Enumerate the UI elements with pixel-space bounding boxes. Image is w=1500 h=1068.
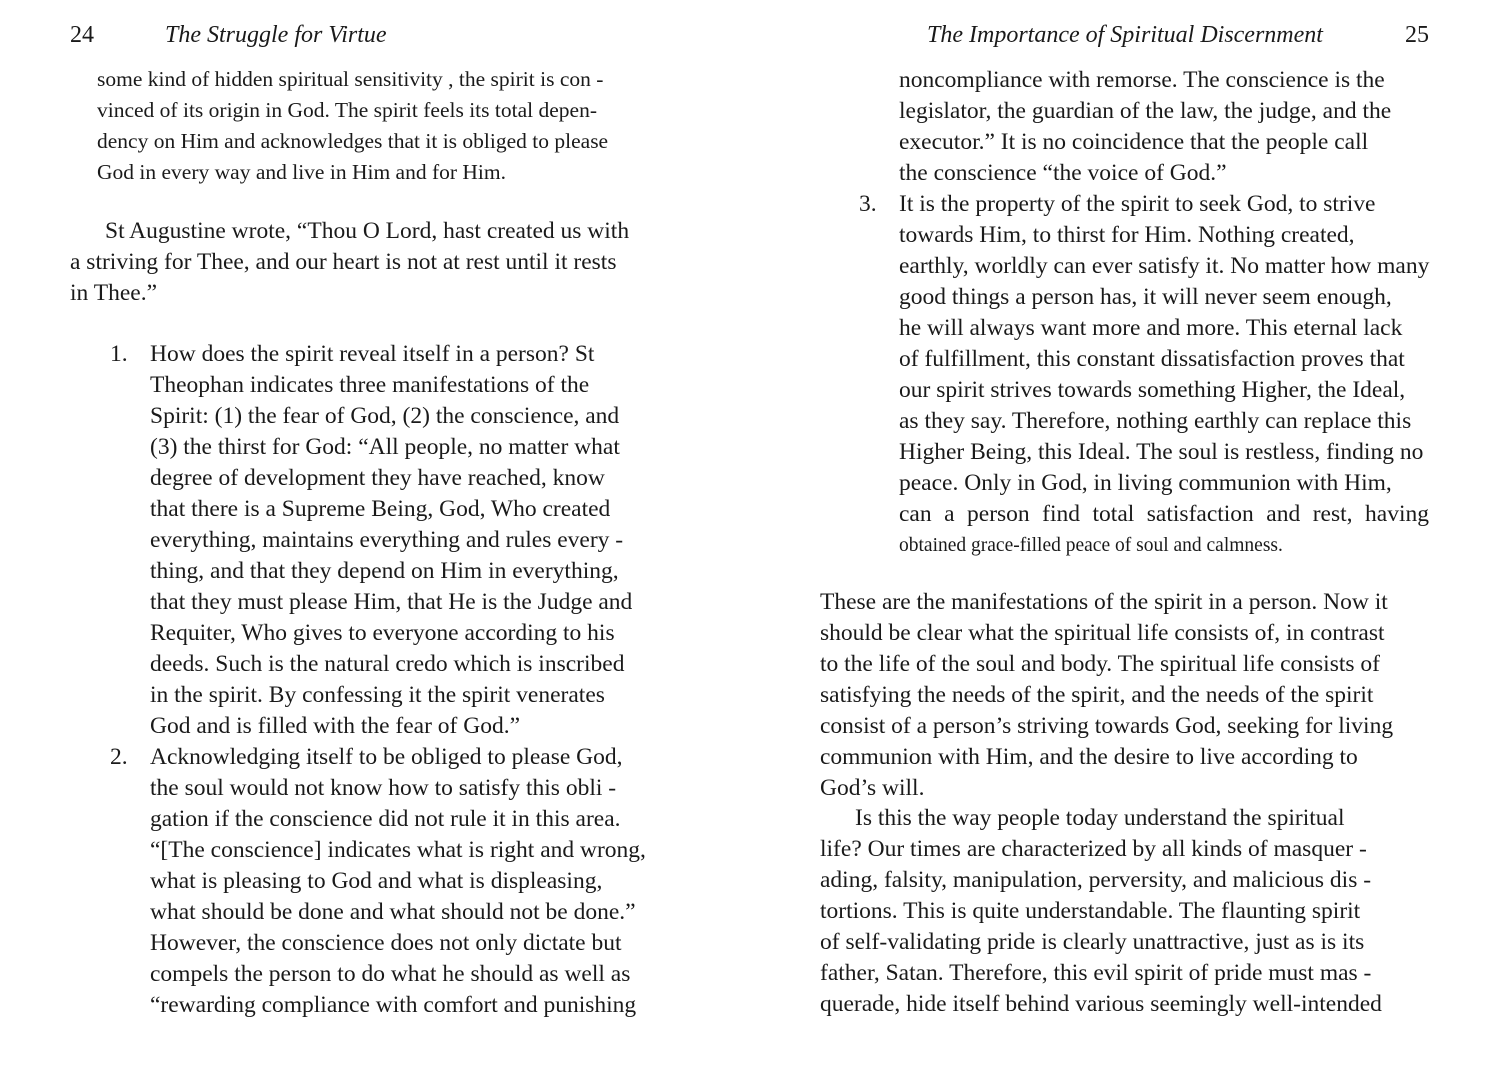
text-line: a striving for Thee, and our heart is not at rest until it rests: [70, 249, 617, 275]
text-line: “[The conscience] indicates what is right and wrong,: [150, 837, 646, 863]
text-line: These are the manifestations of the spirit in a person. Now it: [820, 589, 1388, 615]
text-line: the conscience “the voice of God.”: [899, 160, 1227, 186]
page-number: 24: [70, 22, 94, 48]
text-line: what should be done and what should not be done.”: [150, 899, 636, 925]
text-line: obtained grace-filled peace of soul and calmness.: [899, 535, 1283, 556]
list-marker: 2.: [110, 744, 128, 770]
text-line: what is pleasing to God and what is displeasing,: [150, 868, 603, 894]
running-head: The Importance of Spiritual Discernment: [927, 22, 1323, 48]
text-line: good things a person has, it will never seem enough,: [899, 284, 1392, 310]
text-line: towards Him, to thirst for Him. Nothing created,: [899, 222, 1355, 248]
text-line: to the life of the soul and body. The spiritual life consists of: [820, 651, 1380, 677]
text-line: Higher Being, this Ideal. The soul is restless, finding no: [899, 439, 1424, 465]
text-line: vinced of its origin in God. The spirit feels its total depen-: [97, 98, 597, 122]
text-line: (3) the thirst for God: “All people, no matter what: [150, 434, 620, 460]
text-line: communion with Him, and the desire to live according to: [820, 744, 1358, 770]
text-line: can a person find total satisfaction and rest, having: [899, 501, 1429, 527]
text-line: some kind of hidden spiritual sensitivity , the spirit is con -: [97, 67, 604, 91]
text-line: compels the person to do what he should as well as: [150, 961, 631, 987]
text-line: peace. Only in God, in living communion with Him,: [899, 470, 1392, 496]
text-line: Theophan indicates three manifestations of the: [150, 372, 590, 398]
text-line: God in every way and live in Him and for Him.: [97, 160, 507, 184]
text-line: gation if the conscience did not rule it in this area.: [150, 806, 621, 832]
text-line: God’s will.: [820, 775, 925, 801]
text-line: thing, and that they depend on Him in everything,: [150, 558, 619, 584]
text-line: father, Satan. Therefore, this evil spirit of pride must mas -: [820, 960, 1372, 986]
list-marker: 3.: [859, 191, 877, 217]
text-line: executor.” It is no coincidence that the people call: [899, 129, 1369, 155]
text-line: noncompliance with remorse. The conscience is the: [899, 67, 1385, 93]
text-line: satisfying the needs of the spirit, and the needs of the spirit: [820, 682, 1374, 708]
text-line: Acknowledging itself to be obliged to please God,: [150, 744, 623, 770]
text-line: life? Our times are characterized by all kinds of masquer -: [820, 836, 1367, 862]
text-line: our spirit strives towards something Higher, the Ideal,: [899, 377, 1406, 403]
text-line: Spirit: (1) the fear of God, (2) the conscience, and: [150, 403, 620, 429]
text-line: in Thee.”: [70, 280, 158, 306]
text-line: How does the spirit reveal itself in a person? St: [150, 341, 595, 367]
text-line: as they say. Therefore, nothing earthly can replace this: [899, 408, 1412, 434]
text-line: tortions. This is quite understandable. The flaunting spirit: [820, 898, 1361, 924]
text-line: of self-validating pride is clearly unattractive, just as is its: [820, 929, 1365, 955]
text-line: in the spirit. By confessing it the spirit venerates: [150, 682, 605, 708]
text-line: God and is filled with the fear of God.”: [150, 713, 521, 739]
page-number: 25: [1405, 22, 1429, 48]
text-line: legislator, the guardian of the law, the judge, and the: [899, 98, 1392, 124]
text-line: “rewarding compliance with comfort and punishing: [150, 992, 637, 1018]
text-line: Is this the way people today understand the spiritual: [855, 805, 1345, 831]
text-line: everything, maintains everything and rules every -: [150, 527, 624, 553]
text-line: the soul would not know how to satisfy this obli -: [150, 775, 617, 801]
text-line: deeds. Such is the natural credo which is inscribed: [150, 651, 625, 677]
text-line: Requiter, Who gives to everyone according to his: [150, 620, 615, 646]
text-line: consist of a person’s striving towards God, seeking for living: [820, 713, 1394, 739]
text-line: St Augustine wrote, “Thou O Lord, hast created us with: [105, 218, 630, 244]
text-line: that they must please Him, that He is the Judge and: [150, 589, 633, 615]
text-line: ading, falsity, manipulation, perversity, and malicious dis -: [820, 867, 1372, 893]
list-marker: 1.: [110, 341, 128, 367]
text-line: It is the property of the spirit to seek God, to strive: [899, 191, 1376, 217]
text-line: However, the conscience does not only dictate but: [150, 930, 622, 956]
text-line: should be clear what the spiritual life consists of, in contrast: [820, 620, 1385, 646]
text-line: dency on Him and acknowledges that it is obliged to please: [97, 129, 609, 153]
text-line: querade, hide itself behind various seemingly well-intended: [820, 991, 1382, 1017]
text-line: degree of development they have reached, know: [150, 465, 605, 491]
text-line: of fulfillment, this constant dissatisfaction proves that: [899, 346, 1405, 372]
text-line: that there is a Supreme Being, God, Who created: [150, 496, 611, 522]
text-line: he will always want more and more. This eternal lack: [899, 315, 1403, 341]
text-line: earthly, worldly can ever satisfy it. No matter how many: [899, 253, 1430, 279]
running-head: The Struggle for Virtue: [165, 22, 387, 48]
right-page: [750, 0, 1500, 1068]
